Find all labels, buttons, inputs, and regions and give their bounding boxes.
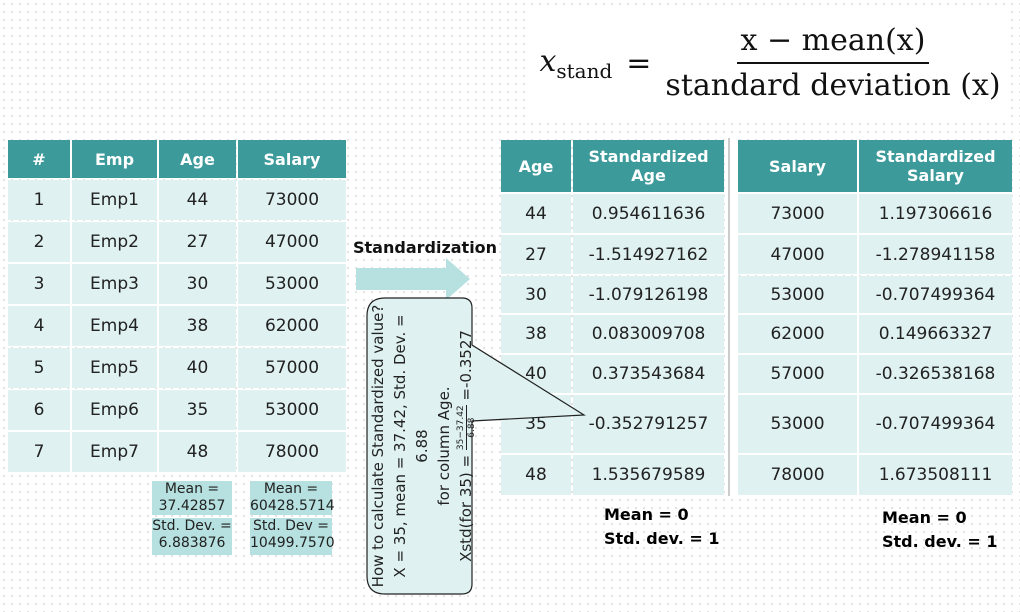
table-cell: 6 [8, 390, 70, 430]
table-cell: 38 [501, 315, 571, 353]
table-cell: Emp6 [72, 390, 157, 430]
table-cell: 30 [159, 264, 236, 304]
table-cell: 62000 [238, 306, 346, 346]
age-result: Mean = 0 Std. dev. = 1 [604, 505, 720, 548]
salary-std-dev: Std. Dev = 10499.7570 [250, 518, 332, 555]
table-cell: Emp1 [72, 180, 157, 220]
salary-result: Mean = 0 Std. dev. = 1 [882, 508, 998, 551]
table-cell: 47000 [738, 235, 857, 274]
age-std-dev: Std. Dev. = 6.883876 [152, 518, 232, 555]
table-cell: 44 [501, 194, 571, 233]
column-header: Age [501, 140, 571, 192]
table-cell: 62000 [738, 315, 857, 353]
table-cell: 0.954611636 [573, 194, 724, 233]
table-cell: 0.083009708 [573, 315, 724, 353]
table-cell: 78000 [238, 432, 346, 472]
table-cell: 1 [8, 180, 70, 220]
table-cell: 4 [8, 306, 70, 346]
table-cell: 48 [501, 455, 571, 495]
age-mean: Mean = 37.42857 [152, 481, 232, 515]
column-header: Age [159, 140, 236, 178]
standardization-formula: $x_{stand}$ = $\frac{\text{x − mean(x)}}{\text{standard deviation (x)}}$ [530, 8, 1010, 118]
column-header: # [8, 140, 70, 178]
table-cell: 40 [159, 348, 236, 388]
table-cell: 73000 [238, 180, 346, 220]
table-cell: 5 [8, 348, 70, 388]
table-cell: -0.707499364 [859, 276, 1012, 313]
table-cell: Emp3 [72, 264, 157, 304]
table-cell: 27 [501, 235, 571, 274]
standardization-label: Standardization [353, 238, 498, 257]
table-cell: 48 [159, 432, 236, 472]
table-cell: 1.197306616 [859, 194, 1012, 233]
callout-text: How to calculate Standardized value? X = 35, mean = 37.42, Std. Dev. = 6.88 for column Age. Xstd(for 35) = 35−37.42 6.88 =-0.3527 [369, 304, 477, 588]
table-cell: -0.707499364 [859, 395, 1012, 453]
table-cell: 40 [501, 355, 571, 393]
table-cell: 53000 [738, 395, 857, 453]
formula-denominator: standard deviation (x) [665, 68, 1001, 103]
table-cell: 0.373543684 [573, 355, 724, 393]
table-cell: 1.673508111 [859, 455, 1012, 495]
table-cell: 27 [159, 222, 236, 262]
table-cell: 47000 [238, 222, 346, 262]
table-cell: 57000 [238, 348, 346, 388]
table-cell: 30 [501, 276, 571, 313]
table-cell: 57000 [738, 355, 857, 393]
table-cell: 1.535679589 [573, 455, 724, 495]
column-header: Standardized Salary [859, 140, 1012, 192]
table-cell: -1.079126198 [573, 276, 724, 313]
formula-numerator: x − mean(x) [737, 23, 930, 64]
table-cell: 78000 [738, 455, 857, 495]
table-cell: Emp5 [72, 348, 157, 388]
table-cell: 53000 [738, 276, 857, 313]
table-cell: 0.149663327 [859, 315, 1012, 353]
table-cell: 35 [159, 390, 236, 430]
formula-lhs: $x_{stand}$ [539, 43, 613, 83]
column-header: Salary [238, 140, 346, 178]
table-cell: 7 [8, 432, 70, 472]
column-header: Emp [72, 140, 157, 178]
table-cell: -1.514927162 [573, 235, 724, 274]
table-cell: 53000 [238, 264, 346, 304]
table-cell: 3 [8, 264, 70, 304]
column-header: Salary [738, 140, 857, 192]
table-cell: Emp7 [72, 432, 157, 472]
salary-mean: Mean = 60428.5714 [250, 481, 335, 514]
table-cell: 2 [8, 222, 70, 262]
table-cell: 73000 [738, 194, 857, 233]
table-cell: 38 [159, 306, 236, 346]
table-cell: Emp4 [72, 306, 157, 346]
table-cell: Emp2 [72, 222, 157, 262]
table-cell: -1.278941158 [859, 235, 1012, 274]
table-cell: 35 [501, 395, 571, 453]
table-cell: 44 [159, 180, 236, 220]
table-cell: -0.326538168 [859, 355, 1012, 393]
table-cell: -0.352791257 [573, 395, 724, 453]
column-header: Standardized Age [573, 140, 724, 192]
table-cell: 53000 [238, 390, 346, 430]
